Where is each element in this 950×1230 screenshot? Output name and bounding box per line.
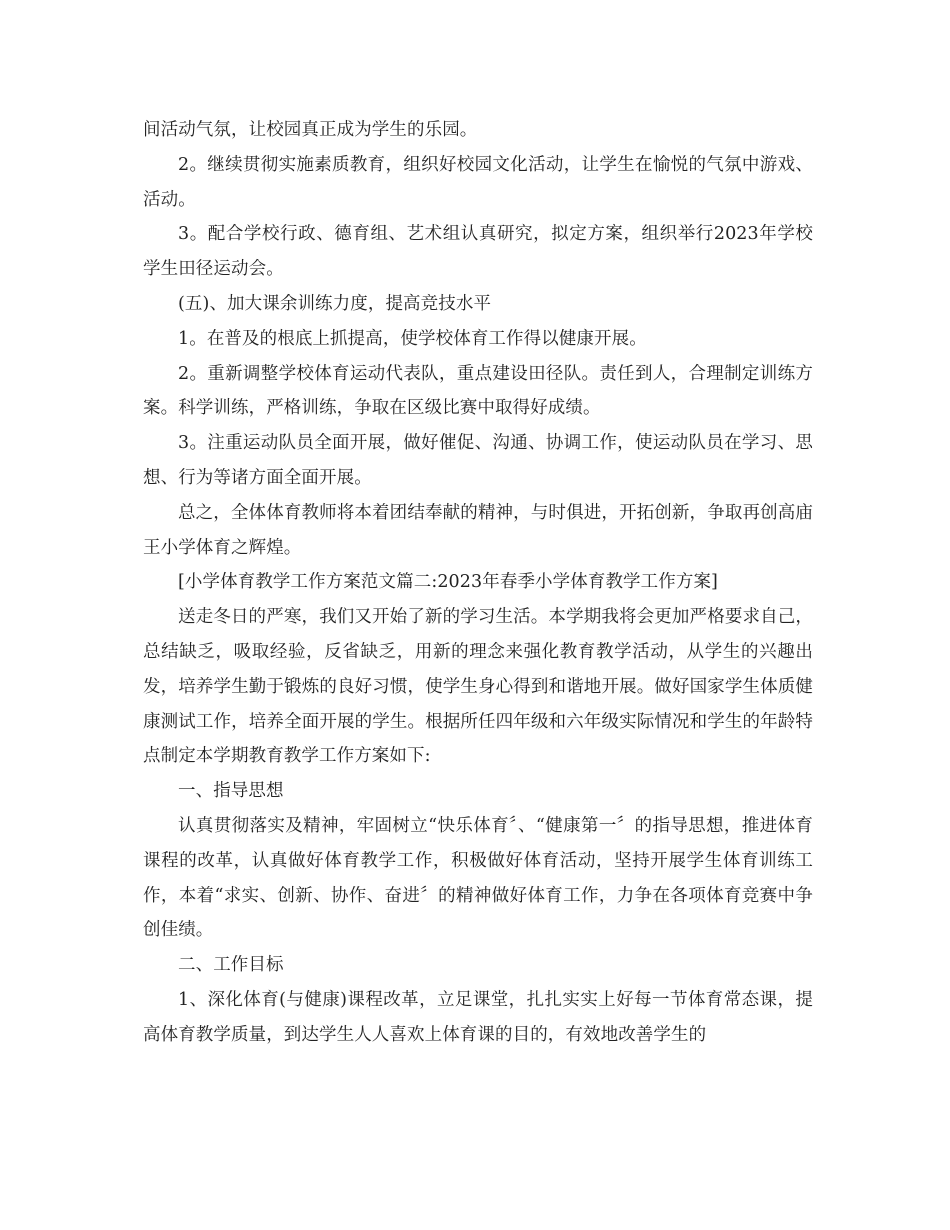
paragraph: 认真贯彻落实及精神，牢固树立“快乐体育〞、“健康第一〞的指导思想，推进体育课程的改革，认真做好体育教学工作，积极做好体育活动，坚持开展学生体育训练工作，本着“求实、创新、协作、奋进〞的精神做好体育工作，力争在各项体育竞赛中争创佳绩。 (143, 815, 813, 941)
paragraph: 1。在普及的根底上抓提高，使学校体育工作得以健康开展。 (178, 328, 647, 349)
paragraph: 3。配合学校行政、德育组、艺术组认真研究，拟定方案，组织举行2023年学校学生田径运动会。 (143, 224, 813, 280)
paragraph: 总之，全体体育教师将本着团结奉献的精神，与时俱进，开拓创新，争取再创高庙王小学体育之辉煌。 (143, 502, 813, 558)
section-heading: 一、指导思想 (178, 781, 284, 802)
document-body (143, 113, 813, 1053)
section-heading: (五)、加大课余训练力度，提高竞技水平 (178, 293, 492, 314)
paragraph: 间活动气氛，让校园真正成为学生的乐园。 (143, 120, 478, 140)
paragraph: 2。重新调整学校体育运动代表队，重点建设田径队。责任到人，合理制定训练方案。科学训练，严格训练，争取在区级比赛中取得好成绩。 (143, 363, 813, 419)
paragraph: 2。继续贯彻实施素质教育，组织好校园文化活动，让学生在愉悦的气氛中游戏、活动。 (143, 154, 813, 210)
paragraph: 1、深化体育(与健康)课程改革，立足课堂，扎扎实实上好每一节体育常态课，提高体育教学质量，到达学生人人喜欢上体育课的目的，有效地改善学生的 (143, 989, 813, 1045)
paragraph: 送走冬日的严寒，我们又开始了新的学习生活。本学期我将会更加严格要求自己，总结缺乏，吸取经验，反省缺乏，用新的理念来强化教育教学活动，从学生的兴趣出发，培养学生勤于锻炼的良好习惯，使学生身心得到和谐地开展。做好国家学生体质健康测试工作，培养全面开展的学生。根据所任四年级和六年级实际情况和学生的年龄特点制定本学期教育教学工作方案如下: (143, 607, 813, 767)
paragraph: 3。注重运动队员全面开展，做好催促、沟通、协调工作，使运动队员在学习、思想、行为等诸方面全面开展。 (143, 433, 813, 488)
article-title: [小学体育教学工作方案范文篇二:2023年春季小学体育教学工作方案] (178, 572, 718, 593)
section-heading: 二、工作目标 (178, 955, 284, 976)
